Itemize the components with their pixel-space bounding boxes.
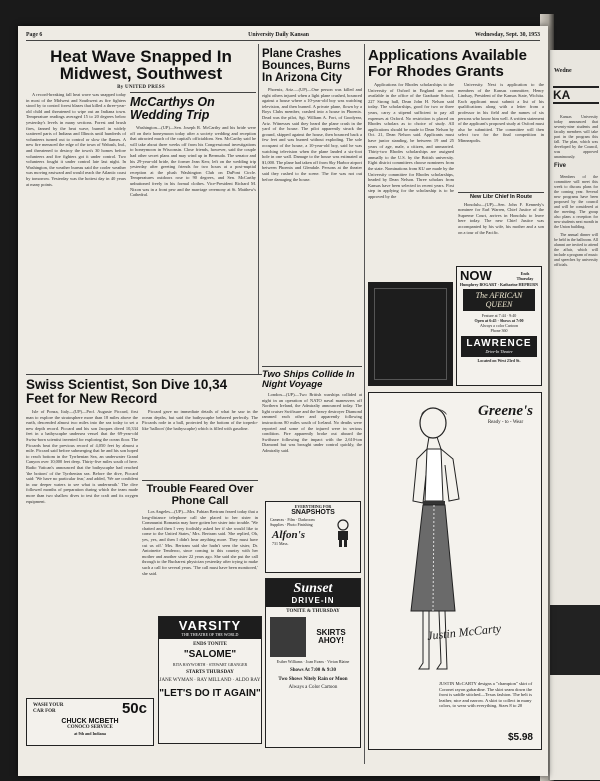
page-number: Page 6	[26, 32, 43, 38]
car-wash-ad[interactable]	[26, 698, 154, 746]
snapshots-line1: EVERYTHING FOR	[294, 504, 332, 509]
wash-line1: WASH YOUR	[33, 702, 64, 708]
lawrence-sub: Drive-In Theatre	[485, 349, 513, 355]
rhodes-story	[368, 44, 544, 284]
ships-body: London—(UP)—Two British warships collided at night in an operation of NATO naval maneuvers off Northern Ireland, the Admiralty announced today. The light cruiser Swiftsure and the heavy destroyer Diamond rammed each other and apparently following instructions 80 miles south of Iceland. No deaths were reported and some of the injured were in serious condition. Fire apparently broke out aboard the Swiftsure following the impact with the 2,610-ton Diamond but was brought under control quickly, the Admiralty said.	[262, 392, 362, 453]
varsity-movie2: "LET'S DO IT AGAIN"	[159, 688, 261, 700]
sunset-movie: SKIRTS AHOY!	[316, 628, 346, 646]
wash-line2: CAR FOR	[33, 708, 56, 714]
heatwave-byline: By UNITED PRESS	[117, 85, 165, 90]
camera-man-icon	[332, 518, 354, 548]
lawrence-name: LAWRENCE	[466, 338, 532, 350]
now-open: Open at 6:45 · Shows at 7:00	[474, 318, 524, 324]
varsity-stars2: JANE WYMAN · RAY MILLAND · ALDO RAY	[159, 678, 261, 684]
wash-addr: at 9th and Indiana	[74, 731, 106, 737]
african-queen-ad[interactable]	[456, 266, 542, 386]
now-movie: The AFRICAN QUEEN	[463, 289, 535, 311]
greenes-ad[interactable]	[368, 392, 542, 750]
facing-page-folio: Wedne	[554, 68, 572, 74]
now-stars: Humphrey BOGART · Katharine HEPBURN	[459, 282, 539, 288]
plane-story	[262, 44, 362, 364]
mccarthys-headline: McCarthys On Wedding Trip	[130, 95, 215, 122]
swiss-body-continued: Piccard gave no immediate details of what he saw in the ocean depths, but said the bathyscaphe behaved perfectly. The Piccards rode in a ball, protected by the bottom of the torpedo-like 'balloon' (the bathyscaphe) which is filled with gasoline.	[142, 409, 258, 431]
ships-headline: Two Ships Collide In Night Voyage	[262, 369, 355, 390]
page-folio	[26, 32, 540, 41]
facing-page-column: Kansas University today announced that seventy-nine students and faculty members will take part in the program this fall. The plan, which was developed by the Council, was approved unanimously. Five Members of the committee will meet this week to discuss plans for the coming year. Several new programs have been proposed by the council and will be considered at the meeting. The group also plans a reception for new students next month in the Union building. The annual dinner will be held in the ballroom. All alumni are invited to attend the affair, which will include a program of music and speeches by university officials.	[554, 114, 598, 267]
section-rule	[26, 374, 262, 375]
now-ends: Ends Thursday	[516, 270, 534, 281]
wash-price: 50c	[121, 700, 147, 717]
page-date: Wednesday, Sept. 30, 1953	[474, 32, 540, 38]
greenes-sub: Ready - to - Wear	[487, 420, 524, 425]
mccarthys-body: Washington—(UP)—Sen. Joseph R. McCarthy and his bride were off on their honeymoon today after a society wedding and reception that attracted much of the capital's officialdom. Sen. McCarthy said he will take about three weeks off from his Congressional investigations to honeymoon in Wisconsin. Close friends, however, said the couple had other secret plans and may wind up in Bermuda. The senator and his 29-year-old bride, the former Jean Kerr, left on the wedding trip yesterday after greeting friends for two hours at a post-nuptial reception at the plush Washington Club on DuPont Circle. Temperatures outdoors rose to 90 degrees, and Sen. McCarthy unbuttoned freely in his formal clothes. Vice-President Richard M. Nixon was in a front pew and the marriage ceremony at St. Matthew's Cathedral.	[130, 125, 256, 198]
greenes-copy: JUSTIN McCARTY designs a "champion" skirt of Coronet rayon gabardine. The skirt seam down the front is saddle stitched—Texas fashion. The belt is leather, nice and narrow. A skirt to collect in many colors, to wear with everything. Sizes 8 to 20	[439, 681, 533, 709]
facing-headline: Five	[554, 163, 567, 169]
varsity-ends: ENDS TONITE	[193, 642, 227, 648]
sunset-extra: Two Shows Nitely Rain or Moon	[278, 677, 348, 683]
sunset-extra2: Always a Color Cartoon	[288, 685, 338, 691]
heatwave-body: A record-breaking fall heat wave was snapped today in most of the Midwest and Southwest as fire fighters stood by to control forest blazes that killed a three-year-old child and threatened to wipe out an Indiana town. Temperature readings averaged 15 to 20 degrees below yesterday's levels in many sections. Forest and brush fires, fanned by the heat wave, burned in widely scattered parts of Indiana and Illinois until hundreds of volunteers turned out to control or slow the flames. A new fire menaced the edge of the town of Wabash, Ind., and threatened to destroy the town's 30 homes before volunteers and fire fighters got it under control. Two volunteers fought it under control late last night. In Washington, the weather bureau said the cooler weather was moving eastward and would reach the Atlantic coast by tomorrow. Yesterday was the hottest day in 40 years at many points.	[26, 92, 126, 187]
facing-page-ad	[550, 605, 600, 675]
sunset-sub: DRIVE-IN	[291, 596, 335, 605]
paper-name: University Daily Kansan	[248, 32, 310, 38]
plane-body: Phoenix, Ariz.—(UP)—One person was killed and eight others injured when a light plane crashed, bounced against a house where a 10-year-old boy was watching television, and then burned. A private plane, flown by a Boys Clubs member, crashed into a house in Phoenix. Dead was the pilot, Sgt. William A. Fort, of Goodyear, Ariz. Witnesses said they heard the plane crash in the yard of the house. The pilot apparently struck the ground, skipped against the house, then bounced back a few feet and was burned without exploding. The sole occupant of the house, a 10-year-old boy, said he was watching television when the plane landed a six-foot hole in one wall. Damage to the house was estimated at $1,000. The plane had taken off from Sky Harbor airport between Phoenix and Glendale. Persons at the theater said they rushed to the scene. The fire was not out before damaging the house.	[262, 87, 362, 182]
swiss-body: Isle of Ponza, Italy—(UP)—Prof. Auguste Piccard, first man to explore the stratosphere more than 18 miles above the earth, descended almost two miles into the sea today to set a new depth record. Piccard and his son Jacques dived 10,334 feet in a bathyscaphe undersea vessel that the 69-year-old Swiss-born scientist invented for exploring the ocean floor. The Piccards beat the previous record of 4,050 feet by almost a mile. Piccard said before submerging that he and his son hoped to reach bottom in the Tyrrhenian Sea, an underwater Grand Canyon over 10,000 feet deep. Thirty-five miles south of here. Radio Vatican's announced that the bathyscaphe had reached 'the bottom' of the Tyrrhenian sea. Before the dive, Piccard said: 'We have no particular fear,' and added, 'We are confident in our deeper waters to see what is underneath.' The dive followed months of preparation during which the team made more than two shallow dives to test the craft and its oxygen equipment.	[26, 409, 138, 504]
varsity-tag: THE THEATRE OF THE WORLD	[181, 632, 239, 638]
chief-body: Honolulu—(UP)—Sen. John F. Kennedy's nominee for Earl Warren, Chief Justice of the Supreme Court, arrives in Honolulu to leave here today. The new Chief Justice was accompanied by his wife, his mother and a son on a tour of the Pacific.	[458, 201, 544, 235]
sunset-time: TONITE & THURSDAY	[286, 609, 340, 615]
newspaper-page	[18, 26, 548, 776]
sunset-stars: Esther Williams · Joan Evans · Vivian Blaine	[276, 659, 350, 665]
varsity-stars: RITA HAYWORTH · STEWART GRANGER	[172, 662, 248, 668]
chief-headline: New Libr Chief In Route	[469, 194, 533, 200]
greenes-name: Greene's	[478, 403, 533, 419]
varsity-name: VARSITY	[178, 618, 242, 633]
snapshots-items: Cameras · Film · Darkroom Supplies · Photo Finishing	[270, 517, 315, 528]
varsity-title: "SALOME"	[183, 649, 237, 661]
designer-signature: Justin McCarty	[426, 621, 502, 643]
plane-headline: Plane Crashes Bounces, Burns In Arizona City	[262, 48, 351, 84]
varsity-ad[interactable]	[158, 616, 262, 744]
wash-name: CHUCK MCBETH	[61, 718, 119, 726]
snapshots-addr: 731 Mass.	[272, 541, 289, 547]
facing-page	[548, 50, 600, 780]
trouble-body: Los Angeles—(UP)—Mrs. Fabian Bertram feared today that a long-distance telephone call she placed to her sister in Communist Romania may have gotten her sister into trouble. 'We chatted and then I very foolishly asked her if she would like to come to the United States,' Mrs. Bertram said. 'She replied, Oh, yes, yes, and then I didn't hear anything more. They must have cut us off.' Mrs. Bertram said she hadn't seen the sister, Dr. Antoinette Tenderoo, since coming to this country with her mother and another sister 22 years ago. She said she put the call through to the Bucharest physician yesterday after trying to make such a call for several years. 'The call must have been monitored,' she said.	[142, 509, 258, 576]
snapshots-ad[interactable]	[265, 501, 361, 573]
column-rule	[258, 44, 259, 374]
now-phone: Phone 360	[490, 328, 508, 334]
snapshots-brand: Alfon's	[272, 529, 306, 542]
rhodes-body-continued: University. Next is application to the members of the Kansas committee, Henry Lindsay, President of the Kansas State, Wichita. Each applicant must submit a list of his qualifications along with a letter from a professor in his field and the names of six persons who know him well. A written statement of the applicant's proposed study at Oxford must also be submitted. The committee will then select two for the final competition in Minneapolis.	[458, 82, 544, 143]
rhodes-body: Applications for Rhodes scholarships to the University of Oxford in England are now available in the office of the Graduate School, 227 Strong hall, Dean John H. Nelson said today. The scholarships, good for two or three years, carry a stipend sufficient to pay all expenses at Oxford. No restriction is placed on Rhodes scholars as to choice of study. All applications should be made to Dean Nelson by Oct. 21, Dean Nelson said. Applicants must have junior standing, be between 19 and 25 years of age, male, a citizen, and unmarried. Thirty-two Rhodes scholarships are assigned annually to the U.S. by the British university. Eight district committees choose nominees from the state. Nominations from KU are made by the University committee for Rhodes scholarships, headed by Dean Nelson. Three scholars from Kansas have been selected in recent years. First step in applying for the scholarship is to be approved by the	[368, 82, 454, 199]
now-cartoon: Always a color Cartoon	[479, 323, 519, 329]
ships-story	[262, 366, 362, 496]
sunset-name: Sunset	[293, 581, 333, 596]
trouble-headline: Trouble Feared Over Phone Call	[146, 483, 254, 507]
snapshots-line2: SNAPSHOTS	[291, 509, 335, 516]
dark-ad-block	[368, 282, 453, 386]
varsity-starts: STARTS THURSDAY	[186, 670, 234, 676]
wash-brand: CONOCO SERVICE	[67, 725, 113, 731]
lawrence-addr: Located on West 23rd St.	[477, 358, 521, 364]
sunset-shows: Shows At 7:00 & 9:30	[289, 668, 337, 674]
facing-page-masthead: KA	[553, 86, 599, 104]
heatwave-headline: Heat Wave Snapped In Midwest, Southwest	[50, 47, 232, 83]
now-label: NOW	[460, 268, 492, 283]
swiss-headline: Swiss Scientist, Son Dive 10,34 Feet for New Record	[26, 378, 228, 406]
rhodes-headline: Applications Available For Rhodes Grants	[368, 47, 527, 80]
greenes-price: $5.98	[507, 731, 533, 743]
sunset-drivein-ad[interactable]	[265, 578, 361, 748]
column-rule	[364, 44, 365, 764]
now-feature: Feature at 7:44 · 9:40	[481, 313, 517, 319]
heatwave-story	[26, 44, 256, 374]
